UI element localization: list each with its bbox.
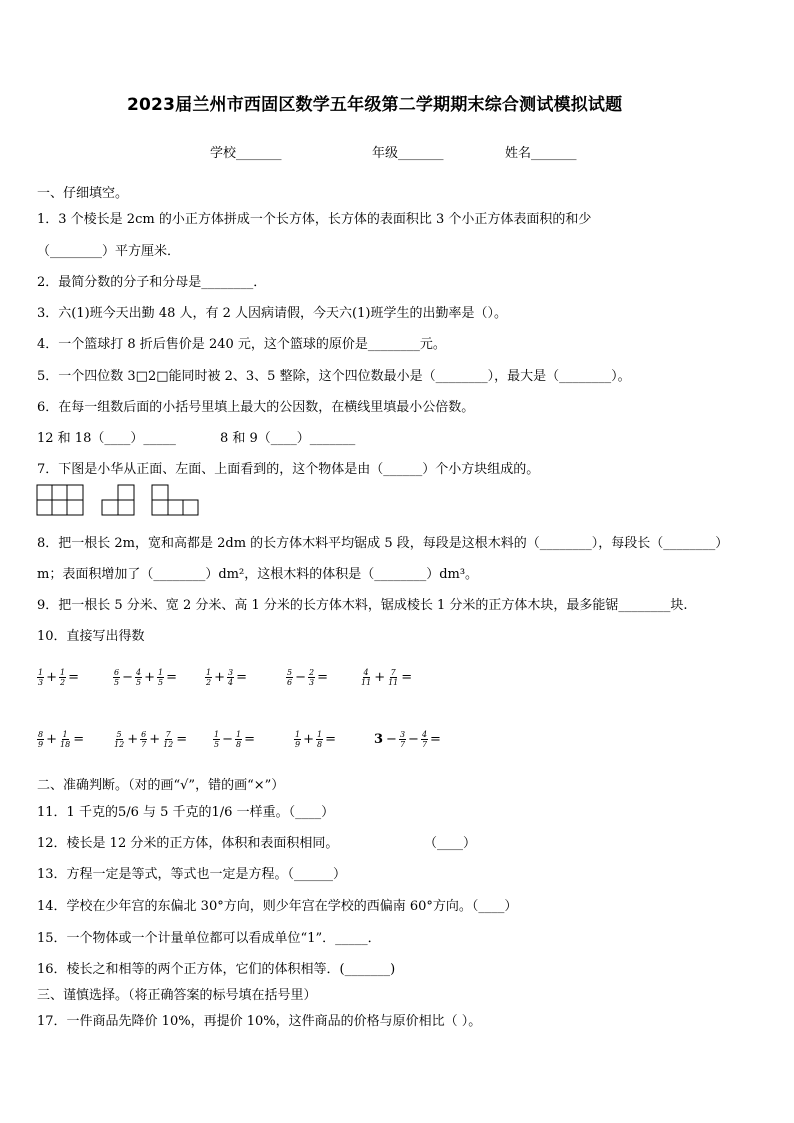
calc-expression-4: $\frac{5}{6}$ − $\frac{2}{3}$ = <box>287 668 328 687</box>
question-2: 2．最简分数的分子和分母是________． <box>37 275 267 290</box>
three-views-figure <box>36 484 201 518</box>
question-12: 12．棱长是 12 分米的正方体，体积和表面积相同。 <box>37 836 339 851</box>
question-5: 5．一个四位数 3□2□能同时被 2、3、5 整除，这个四位数最小是（________），最大是（________）。 <box>37 369 631 384</box>
calc-expression-2: $\frac{6}{5}$ − $\frac{4}{5}$ + $\frac{1}{5}$ = <box>114 668 177 687</box>
question-9: 9．把一根长 5 分米、宽 2 分米、高 1 分米的长方体木料，锯成棱长 1 分米的正方体木块，最多能锯________块. <box>37 598 688 613</box>
front-view <box>37 485 83 515</box>
calc-expression-5: $\frac{4}{11}$ + $\frac{7}{11}$ = <box>361 668 413 687</box>
calc-expression-6: $\frac{8}{9}$ + $\frac{1}{18}$ = <box>38 730 85 749</box>
question-3: 3．六(1)班今天出勤 48 人，有 2 人因病请假，今天六(1)班学生的出勤率是（）。 <box>37 306 507 321</box>
fraction: $\frac{1}{3}$ <box>38 668 44 687</box>
question-4: 4．一个篮球打 8 折后售价是 240 元，这个篮球的原价是________元。 <box>37 337 446 352</box>
section-heading-1: 一、仔细填空。 <box>37 186 129 201</box>
calc-expression-7: $\frac{5}{12}$ + $\frac{6}{7}$ + $\frac{7}{12}$ = <box>114 730 188 749</box>
question-11: 11．1 千克的5/6 与 5 千克的1/6 一样重。（____） <box>37 805 335 820</box>
fraction: $\frac{1}{2}$ <box>60 668 66 687</box>
question-1-line-2: （________）平方厘米． <box>37 244 181 259</box>
name-field[interactable]: 姓名_______ <box>505 146 577 161</box>
grade-field[interactable]: 年级_______ <box>372 146 444 161</box>
question-8-line-2: m；表面积增加了（________）dm²，这根木料的体积是（________）dm³。 <box>37 567 479 582</box>
question-15: 15．一个物体或一个计量单位都可以看成单位“1”．_____． <box>37 931 381 946</box>
calc-expression-8: $\frac{1}{5}$ − $\frac{1}{8}$ = <box>214 730 255 749</box>
calc-expression-1: $\frac{1}{3}$ + $\frac{1}{2}$ = <box>38 668 79 687</box>
question-13: 13．方程一定是等式，等式也一定是方程。（______） <box>37 867 347 882</box>
section-heading-2: 二、准确判断。（对的画“√”，错的画“×”） <box>37 778 285 793</box>
question-14: 14．学校在少年宫的东偏北 30°方向，则少年宫在学校的西偏南 60°方向。（____） <box>37 899 518 914</box>
top-view <box>152 485 198 515</box>
school-field[interactable]: 学校_______ <box>210 146 282 161</box>
question-1-line-1: 1．3 个棱长是 2cm 的小正方体拼成一个长方体，长方体的表面积比 3 个小正方体表面积的和少 <box>37 212 592 227</box>
question-7: 7．下图是小华从正面、左面、上面看到的，这个物体是由（______）个小方块组成的。 <box>37 462 540 477</box>
left-view <box>102 485 134 515</box>
calc-expression-3: $\frac{1}{2}$ + $\frac{3}{4}$ = <box>206 668 247 687</box>
calc-expression-9: $\frac{1}{9}$ + $\frac{1}{8}$ = <box>295 730 336 749</box>
page-title: 2023届兰州市西固区数学五年级第二学期期末综合测试模拟试题 <box>127 95 623 115</box>
question-10: 10．直接写出得数 <box>37 629 145 644</box>
question-6: 6．在每一组数后面的小括号里填上最大的公因数，在横线里填最小公倍数。 <box>37 400 475 415</box>
question-8-line-1: 8．把一根长 2m，宽和高都是 2dm 的长方体木料平均锯成 5 段，每段是这根木料的（________），每段长（________） <box>37 536 729 551</box>
calc-expression-10: 3 − $\frac{3}{7}$ − $\frac{4}{7}$ = <box>374 730 441 749</box>
question-12-answer-parens: （____） <box>424 836 477 851</box>
section-heading-3: 三、谨慎选择。（将正确答案的标号填在括号里） <box>37 988 317 1003</box>
question-16: 16．棱长之和相等的两个正方体，它们的体积相等．(_______) <box>37 962 396 977</box>
question-6-part-b: 8 和 9（____）_______ <box>220 431 356 446</box>
question-17: 17．一件商品先降价 10%，再提价 10%，这件商品的价格与原价相比（ ）。 <box>37 1014 482 1029</box>
question-6-part-a: 12 和 18（____）_____ <box>37 431 176 446</box>
